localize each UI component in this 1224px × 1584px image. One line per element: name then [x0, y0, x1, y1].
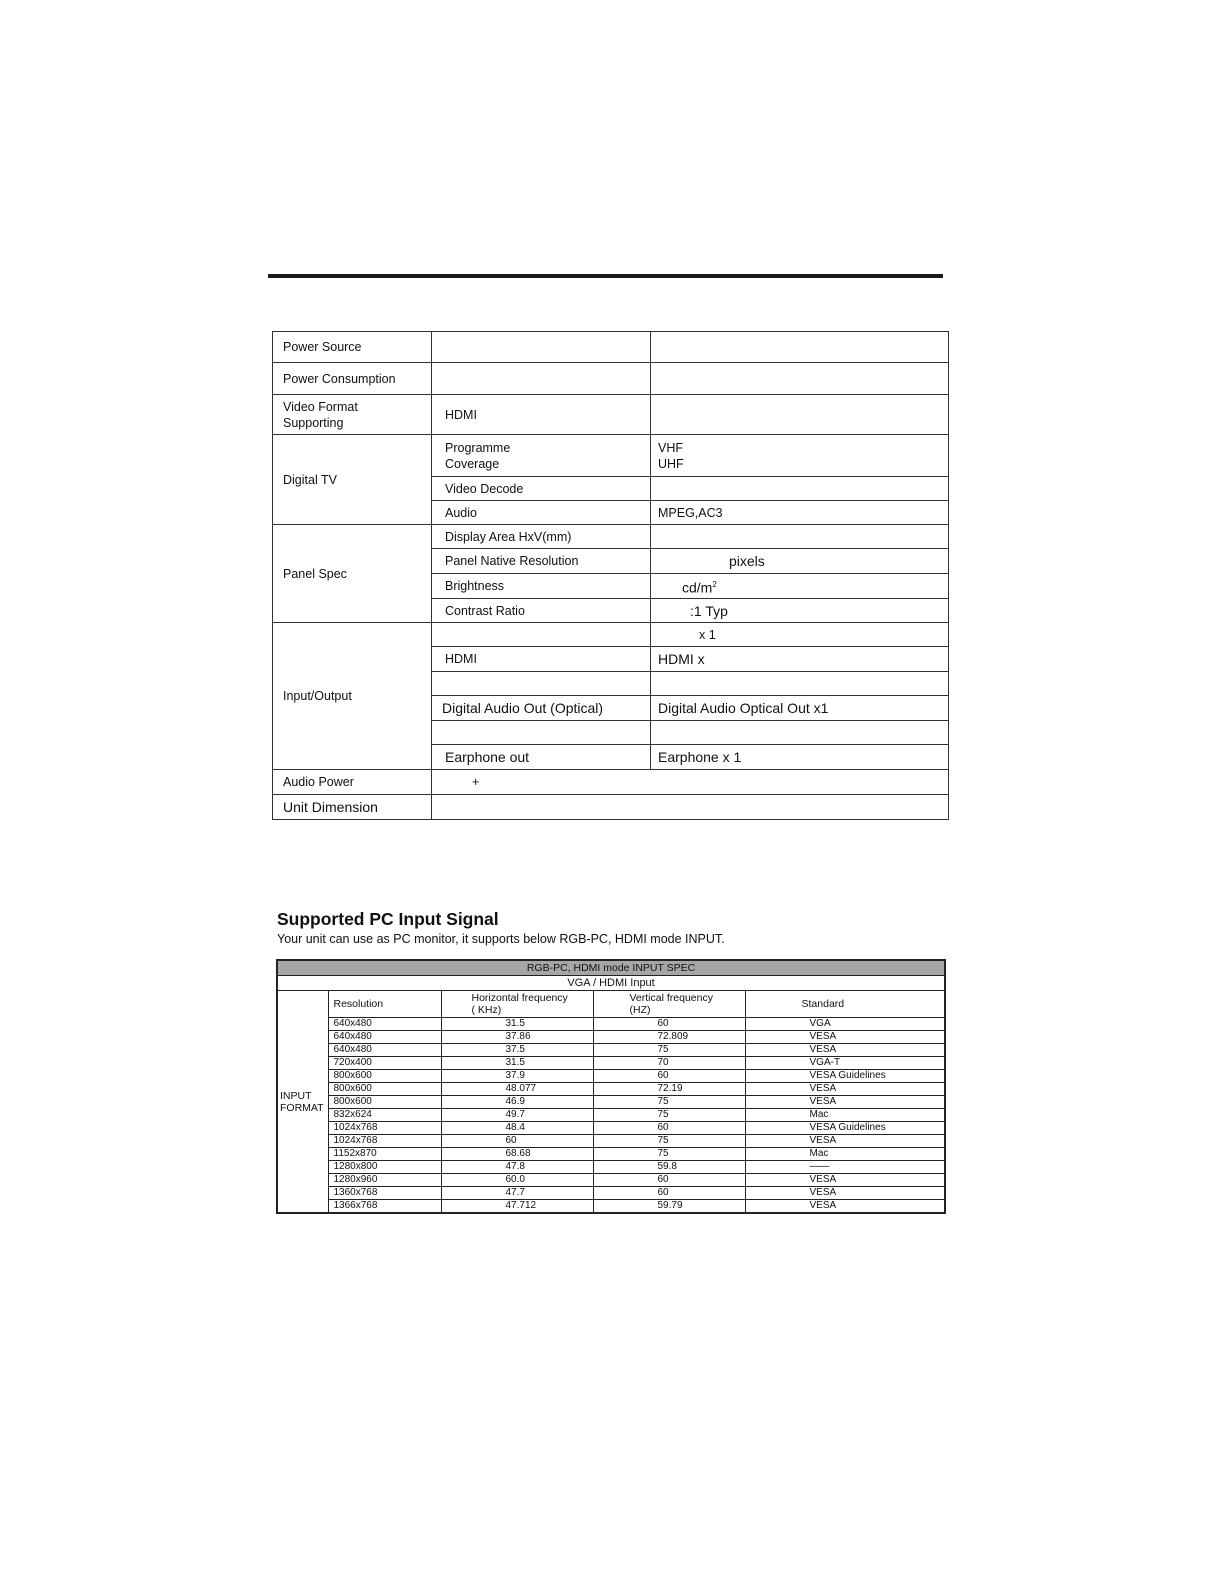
input-format-label: INPUT FORMAT — [277, 991, 328, 1214]
column-header-resolution: Resolution — [328, 991, 441, 1018]
spec-value: HDMI — [432, 395, 651, 435]
table-row: 640x480 31.5 60 VGA — [277, 1018, 945, 1031]
spec-row-io-1 — [273, 623, 949, 647]
table-row: 640x480 37.5 75 VESA — [277, 1044, 945, 1057]
spec-sublabel: Digital Audio Out (Optical) — [432, 696, 651, 721]
table-row: 800x600 46.9 75 VESA — [277, 1096, 945, 1109]
table-row: 1024x768 48.4 60 VESA Guidelines — [277, 1122, 945, 1135]
table-row: 720x400 31.5 70 VGA-T — [277, 1057, 945, 1070]
spec-sublabel: Audio — [432, 501, 651, 525]
spec-value: VHF UHF — [651, 435, 949, 477]
spec-value: $cd/m^2$ — [651, 574, 949, 599]
pc-table-subheader: VGA / HDMI Input — [277, 976, 945, 991]
spec-row-unit-dimension — [273, 795, 949, 820]
spec-value: Earphone x 1 — [651, 745, 949, 770]
spec-label: Power Consumption — [273, 363, 432, 395]
table-row: 1280x960 60.0 60 VESA — [277, 1174, 945, 1187]
column-header-vertical: Vertical frequency (HZ) — [593, 991, 745, 1018]
spec-row-power-consumption — [273, 363, 949, 395]
spec-value: + — [432, 770, 949, 795]
table-row: 1024x768 60 75 VESA — [277, 1135, 945, 1148]
column-header-horizontal: Horizontal frequency ( KHz) — [441, 991, 593, 1018]
spec-sublabel: Video Decode — [432, 477, 651, 501]
spec-row-video-format — [273, 395, 949, 435]
table-row: 1152x870 68.68 75 Mac — [277, 1148, 945, 1161]
spec-sublabel: Display Area HxV(mm) — [432, 525, 651, 549]
pc-input-signal-table — [276, 959, 946, 1214]
table-row: 800x600 48.077 72.19 VESA — [277, 1083, 945, 1096]
specification-table — [272, 331, 949, 820]
pc-table-column-headers — [277, 991, 945, 1018]
spec-value: :1 Typ — [651, 599, 949, 623]
pc-section-description: Your unit can use as PC monitor, it supports below RGB-PC, HDMI mode INPUT. — [277, 932, 725, 946]
table-row: 1366x768 47.712 59.79 VESA — [277, 1200, 945, 1214]
table-row: 1360x768 47.7 60 VESA — [277, 1187, 945, 1200]
spec-label: Panel Spec — [273, 525, 432, 623]
spec-label: Video Format Supporting — [273, 395, 432, 435]
column-header-standard: Standard — [745, 991, 945, 1018]
spec-value: MPEG,AC3 — [651, 501, 949, 525]
spec-label: Input/Output — [273, 623, 432, 770]
spec-row-power-source — [273, 332, 949, 363]
table-row: 1280x800 47.8 59.8 —— — [277, 1161, 945, 1174]
spec-sublabel: Programme Coverage — [432, 435, 651, 477]
spec-label: Power Source — [273, 332, 432, 363]
spec-value: Digital Audio Optical Out x1 — [651, 696, 949, 721]
spec-row-audio-power — [273, 770, 949, 795]
spec-sublabel: Panel Native Resolution — [432, 549, 651, 574]
spec-label: Audio Power — [273, 770, 432, 795]
table-row: 640x480 37.86 72.809 VESA — [277, 1031, 945, 1044]
table-row: 832x624 49.7 75 Mac — [277, 1109, 945, 1122]
table-row: 800x600 37.9 60 VESA Guidelines — [277, 1070, 945, 1083]
pc-table-header: RGB-PC, HDMI mode INPUT SPEC — [277, 960, 945, 976]
spec-value: x 1 — [651, 623, 949, 647]
spec-row-digital-tv — [273, 435, 949, 477]
spec-value: HDMI x — [651, 647, 949, 672]
spec-sublabel: Earphone out — [432, 745, 651, 770]
spec-sublabel: HDMI — [432, 647, 651, 672]
spec-value: pixels — [651, 549, 949, 574]
pc-section-title: Supported PC Input Signal — [277, 909, 499, 929]
spec-label: Digital TV — [273, 435, 432, 525]
section-divider-rule — [268, 274, 943, 278]
spec-sublabel: Contrast Ratio — [432, 599, 651, 623]
spec-label: Unit Dimension — [273, 795, 432, 820]
spec-sublabel: Brightness — [432, 574, 651, 599]
spec-row-display-area — [273, 525, 949, 549]
